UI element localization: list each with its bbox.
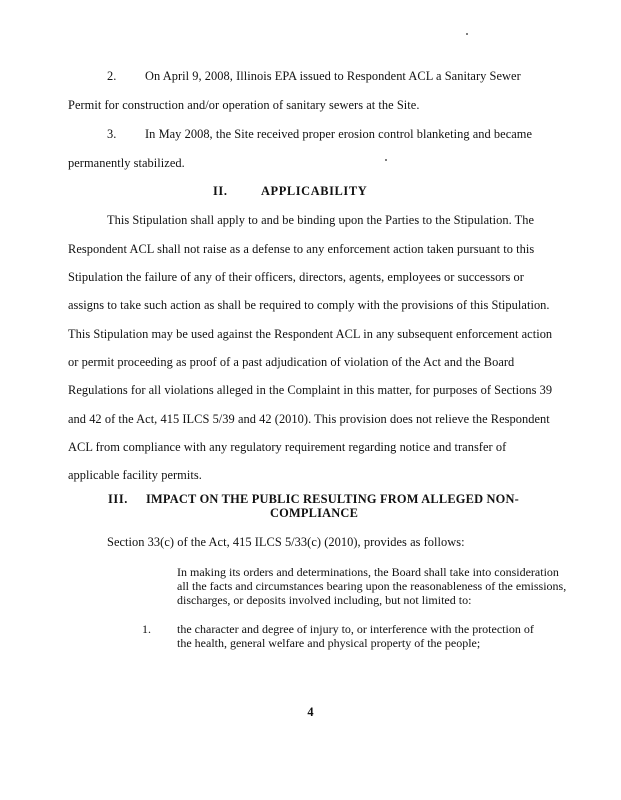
item-3-number: 3. (107, 127, 117, 141)
section-2-line: Stipulation the failure of any of their officers, directors, agents, employees or successors or (68, 270, 524, 284)
quote-line: discharges, or deposits involved including, but not limited to: (177, 593, 472, 607)
item-2-line-1: On April 9, 2008, Illinois EPA issued to Respondent ACL a Sanitary Sewer (145, 69, 521, 83)
section-3-title-line-2: COMPLIANCE (270, 506, 359, 520)
quote-list-line: the health, general welfare and physical property of the people; (177, 636, 481, 650)
section-2-line: Respondent ACL shall not raise as a defense to any enforcement action taken pursuant to this (68, 242, 535, 256)
section-3-title-line-1: IMPACT ON THE PUBLIC RESULTING FROM ALLEGED NON- (146, 492, 519, 506)
item-3-line-1: In May 2008, the Site received proper erosion control blanketing and became (145, 127, 533, 141)
section-2-line: applicable facility permits. (68, 468, 202, 482)
section-2-line: or permit proceeding as proof of a past adjudication of violation of the Act and the Board (68, 355, 515, 369)
section-2-line: This Stipulation may be used against the Respondent ACL in any subsequent enforcement action (68, 327, 553, 341)
scan-speck (385, 159, 387, 161)
section-3-intro: Section 33(c) of the Act, 415 ILCS 5/33(c) (2010), provides as follows: (107, 535, 465, 549)
item-2-number: 2. (107, 69, 117, 83)
section-2-line: Regulations for all violations alleged in the Complaint in this matter, for purposes of Sections 39 (68, 383, 553, 397)
quote-list-line: the character and degree of injury to, or interference with the protection of (177, 622, 534, 636)
quote-line: In making its orders and determinations, the Board shall take into consideration (177, 565, 559, 579)
scan-speck (466, 33, 468, 35)
section-2-line: ACL from compliance with any regulatory requirement regarding notice and transfer of (68, 440, 507, 454)
section-2-line: assigns to take such action as shall be required to comply with the provisions of this Stipulation. (68, 298, 550, 312)
section-2-line: This Stipulation shall apply to and be binding upon the Parties to the Stipulation. The (107, 213, 535, 227)
section-2-line: and 42 of the Act, 415 ILCS 5/39 and 42 (2010). This provision does not relieve the Respondent (68, 412, 550, 426)
quote-line: all the facts and circumstances bearing upon the reasonableness of the emissions, (177, 579, 567, 593)
section-2-title: APPLICABILITY (261, 184, 368, 198)
section-2-numeral: II. (213, 184, 228, 198)
item-2-line-2: Permit for construction and/or operation of sanitary sewers at the Site. (68, 98, 420, 112)
page-number: 4 (307, 705, 314, 719)
item-3-line-2: permanently stabilized. (68, 156, 185, 170)
quote-list-number: 1. (142, 622, 151, 636)
section-3-numeral: III. (108, 492, 128, 506)
